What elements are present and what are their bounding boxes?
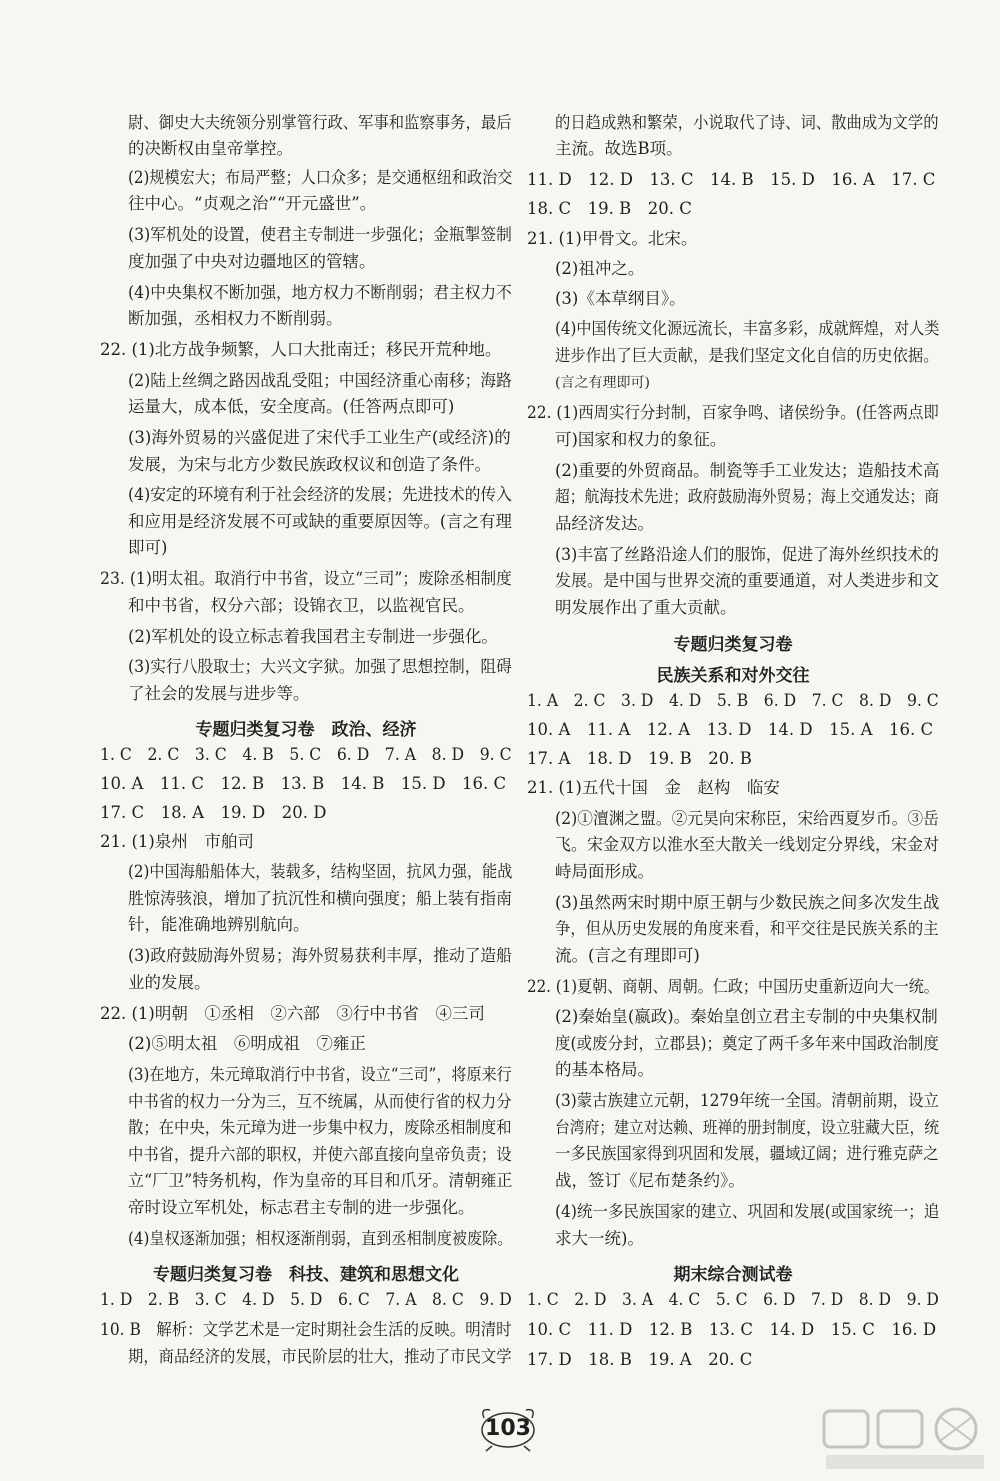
answer-line: (2)秦始皇(嬴政)。秦始皇创立君主专制的中央集权制	[555, 1007, 938, 1026]
answer-line: 和中书省，权分六部；设锦衣卫，以监视官民。	[128, 596, 475, 615]
answer-line: 飞。宋金双方以淮水至大散关一线划定分界线，宋金对	[555, 835, 939, 854]
section-heading: 专题归类复习卷	[673, 635, 793, 655]
answer-line: 可)国家和权力的象征。	[555, 430, 727, 449]
answer-line: (3)海外贸易的兴盛促进了宋代手工业生产(或经济)的	[128, 428, 511, 447]
section-heading: 专题归类复习卷 政治、经济	[195, 720, 417, 740]
answer-line: 期，商品经济的发展，市民阶层的壮大，推动了市民文学	[128, 1347, 512, 1366]
answer-line: 台湾府；建立对达赖、班禅的册封制度，设立驻藏大臣，统	[555, 1118, 939, 1137]
page-number: 103	[485, 1416, 531, 1441]
answer-line: 针，能准确地辨别航向。	[128, 915, 310, 934]
answer-line: 10. B 解析：文学艺术是一定时期社会生活的反映。明清时	[100, 1320, 512, 1339]
answer-line: (言之有理即可)	[555, 375, 650, 391]
answer-line: 断加强，丞相权力不断削弱。	[128, 309, 343, 328]
answer-line: (2)①澶渊之盟。②元昊向宋称臣，宋给西夏岁币。③岳	[555, 809, 939, 828]
answer-line: 中书省，提升六部的职权，并使六部直接向皇帝负责；设	[128, 1145, 512, 1164]
answer-line: (3)在地方，朱元璋取消行中书省，设立“三司”，将原来行	[128, 1065, 512, 1084]
answer-line: 峙局面形成。	[555, 862, 654, 881]
answer-line: 明发展作出了重大贡献。	[555, 598, 737, 617]
answer-line: (4)统一多民族国家的建立、巩固和发展(或国家统一；追	[555, 1202, 940, 1221]
answer-line: 22. (1)夏朝、商朝、周朝。仁政；中国历史重新迈向大一统。	[527, 977, 939, 996]
answer-line: 超；航海技术先进；政府鼓励海外贸易；海上交通发达；商	[555, 487, 939, 506]
answer-line: 品经济发达。	[555, 514, 654, 533]
answer-line: 1. A 2. C 3. D 4. D 5. B 6. D 7. C 8. D 9. C	[527, 691, 939, 710]
section-heading: 专题归类复习卷 科技、建筑和思想文化	[153, 1265, 459, 1285]
answer-line: 17. A 18. D 19. B 20. B	[527, 749, 752, 768]
answer-line: 流。(言之有理即可)	[555, 946, 700, 965]
answer-line: (3)《本草纲目》。	[555, 289, 686, 308]
answer-line: 的日趋成熟和繁荣，小说取代了诗、词、散曲成为文学的	[555, 113, 939, 132]
answer-line: 的决断权由皇帝掌控。	[128, 139, 293, 158]
answer-line: (4)皇权逐渐加强；相权逐渐削弱，直到丞相制度被废除。	[128, 1229, 513, 1248]
answer-line: 发展，为宋与北方少数民族政权议和创造了条件。	[128, 455, 491, 474]
answer-line: 求大一统)。	[555, 1229, 644, 1248]
answer-line: 一多民族国家得到巩固和发展，疆域辽阔；进行雅克萨之	[555, 1144, 939, 1163]
answer-line: (3)实行八股取士；大兴文字狱。加强了思想控制，阻碍	[128, 657, 512, 676]
answer-line: 22. (1)西周实行分封制，百家争鸣、诸侯纷争。(任答两点即	[527, 403, 939, 422]
answer-line: (2)重要的外贸商品。制瓷等手工业发达；造船技术高	[555, 461, 940, 480]
answer-line: (2)中国海船船体大，装载多，结构坚固，抗风力强，能战	[128, 862, 513, 881]
answer-line: 17. C 18. A 19. D 20. D	[100, 803, 327, 822]
answer-line: (3)政府鼓励海外贸易；海外贸易获利丰厚，推动了造船	[128, 946, 512, 965]
answer-line: (3)丰富了丝路沿途人们的服饰，促进了海外丝织技术的	[555, 545, 939, 564]
answer-line: 战，签订《尼布楚条约》。	[555, 1171, 745, 1190]
answer-line: 主流。故选B项。	[555, 139, 683, 158]
answer-line: 尉、御史大夫统领分别掌管行政、军事和监察事务，最后	[128, 113, 512, 132]
answer-line: 10. A 11. C 12. B 13. B 14. B 15. D 16. C	[100, 774, 507, 793]
answer-line: 23. (1)明太祖。取消行中书省，设立“三司”；废除丞相制度	[100, 569, 512, 588]
answer-line: 胜惊涛骇浪，增加了抗沉性和横向强度；船上装有指南	[128, 889, 512, 908]
answer-line: 21. (1)泉州 市舶司	[100, 832, 254, 851]
answer-line: 和应用是经济发展不可或缺的重要原因等。(言之有理	[128, 512, 512, 531]
answer-line: 立“厂卫”特务机构，作为皇帝的耳目和爪牙。清朝雍正	[128, 1171, 513, 1190]
answer-line: (4)中央集权不断加强，地方权力不断削弱；君主权力不	[128, 283, 512, 302]
answer-line: 运量大，成本低，安全度高。(任答两点即可)	[128, 397, 455, 416]
answer-line: 11. D 12. D 13. C 14. B 15. D 16. A 17. C	[527, 170, 936, 189]
answer-line: (2)规模宏大；布局严整；人口众多；是交通枢纽和政治交	[128, 168, 513, 187]
answer-line: 的基本格局。	[555, 1060, 654, 1079]
answer-line: 争，但从历史发展的角度来看，和平交往是民族关系的主	[555, 919, 939, 938]
answer-line: (4)安定的环境有利于社会经济的发展；先进技术的传入	[128, 485, 512, 504]
answer-line: 10. A 11. A 12. A 13. D 14. D 15. A 16. C	[527, 720, 934, 739]
watermark-logo	[820, 1405, 990, 1475]
answer-line: 帝时设立军机处，标志君主专制的进一步强化。	[128, 1198, 475, 1217]
answer-line: 了社会的发展与进步等。	[128, 684, 310, 703]
answer-line: (2)⑤明太祖 ⑥明成祖 ⑦雍正	[128, 1034, 366, 1053]
answer-line: 1. C 2. D 3. A 4. C 5. C 6. D 7. D 8. D 9. D	[527, 1290, 939, 1309]
answer-line: 度(或废分封，立郡县)；奠定了两千多年来中国政治制度	[555, 1034, 939, 1053]
answer-line: 10. C 11. D 12. B 13. C 14. D 15. C 16. D	[527, 1320, 937, 1339]
answer-line: (2)祖冲之。	[555, 259, 645, 278]
answer-line: (3)蒙古族建立元朝，1279年统一全国。清朝前期，设立	[555, 1091, 939, 1110]
answer-line: 中书省的权力一分为三，互不统属，从而使行省的权力分	[128, 1092, 512, 1111]
page-number-badge	[468, 1402, 548, 1452]
answer-line: 往中心。“贞观之治”“开元盛世”。	[128, 194, 377, 213]
answer-line: (4)中国传统文化源远流长，丰富多彩，成就辉煌，对人类	[555, 319, 940, 338]
answer-line: 进步作出了巨大贡献，是我们坚定文化自信的历史依据。	[555, 346, 939, 365]
answer-line: 即可)	[128, 538, 168, 557]
answer-line: 业的发展。	[128, 973, 211, 992]
answer-line: 22. (1)北方战争频繁，人口大批南迁；移民开荒种地。	[100, 340, 502, 359]
answer-line: 1. C 2. C 3. C 4. B 5. C 6. D 7. A 8. D 9. C	[100, 745, 512, 764]
answer-line: (3)虽然两宋时期中原王朝与少数民族之间多次发生战	[555, 893, 940, 912]
answer-line: 1. D 2. B 3. C 4. D 5. D 6. C 7. A 8. C 9. D	[100, 1290, 512, 1309]
section-heading: 期末综合测试卷	[673, 1265, 793, 1285]
answer-line: 21. (1)甲骨文。北宋。	[527, 229, 698, 248]
answer-line: 度加强了中央对边疆地区的管辖。	[128, 252, 376, 271]
answer-line: 21. (1)五代十国 金 赵构 临安	[527, 778, 780, 797]
answer-line: (2)军机处的设立标志着我国君主专制进一步强化。	[128, 627, 498, 646]
answer-line: 散；在中央，朱元璋为进一步集中权力，废除丞相制度和	[128, 1118, 512, 1137]
section-heading: 民族关系和对外交往	[656, 666, 810, 686]
answer-line: 17. D 18. B 19. A 20. C	[527, 1350, 753, 1369]
answer-line: 发展。是中国与世界交流的重要通道，对人类进步和文	[555, 571, 939, 590]
answer-line: (2)陆上丝绸之路因战乱受阻；中国经济重心南移；海路	[128, 371, 512, 390]
answer-line: 22. (1)明朝 ①丞相 ②六部 ③行中书省 ④三司	[100, 1004, 485, 1023]
answer-line: (3)军机处的设置，使君主专制进一步强化；金瓶掣签制	[128, 225, 512, 244]
answer-line: 18. C 19. B 20. C	[527, 199, 692, 218]
